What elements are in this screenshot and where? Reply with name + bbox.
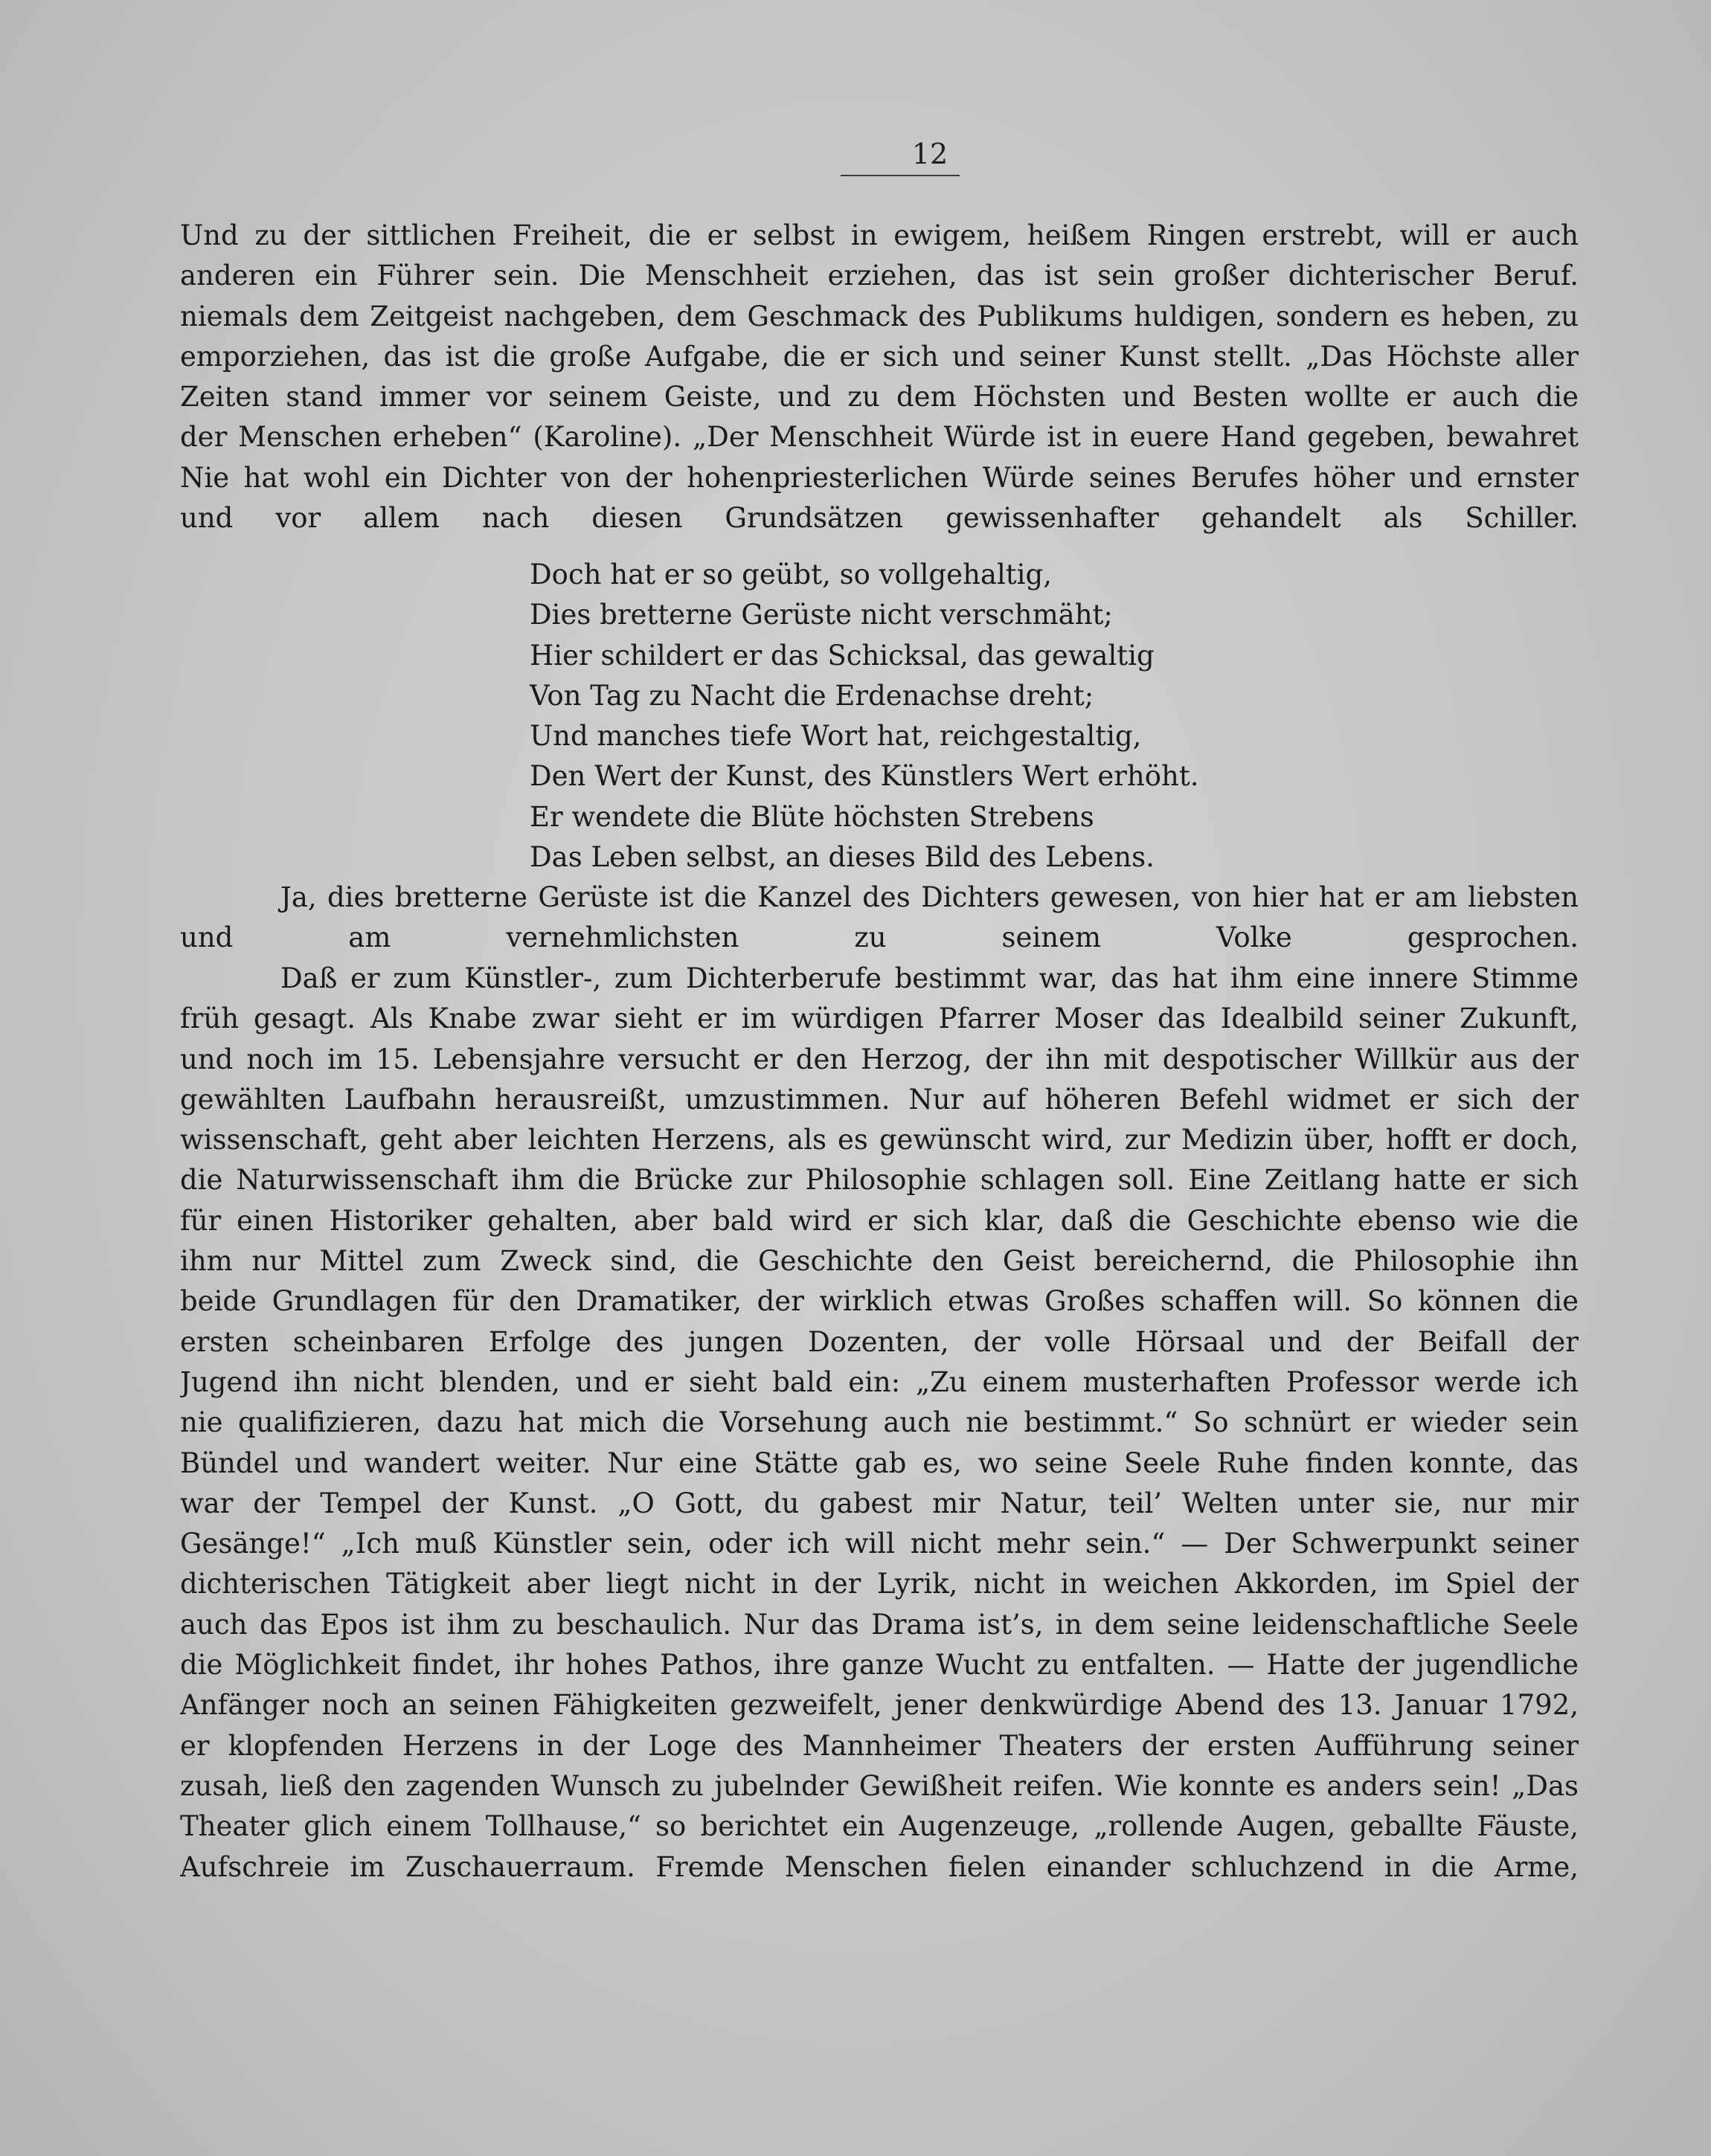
text-line: der Menschen erheben“ (Karoline). „Der Menschheit Würde ist in euere Hand gegeben, bewahret bbox=[180, 421, 1579, 454]
text-line: die Möglichkeit findet, ihr hohes Pathos, ihre ganze Wucht zu entfalten. — Hatte der jugendliche bbox=[180, 1649, 1579, 1682]
text-line: Und zu der sittlichen Freiheit, die er selbst in ewigem, heißem Ringen erstrebt, will er auch bbox=[180, 219, 1579, 251]
text-line: Aufschreie im Zuschauerraum. Fremde Menschen fielen einander schluchzend in die Arme, bbox=[180, 1850, 1579, 1883]
text-line: anderen ein Führer sein. Die Menschheit erziehen, das ist sein großer dichterischer Beruf. bbox=[180, 260, 1579, 292]
text-line: Daß er zum Künstler-, zum Dichterberufe bestimmt war, das hat ihm eine innere Stimme bbox=[280, 962, 1579, 994]
text-line: auch das Epos ist ihm zu beschaulich. Nur das Drama ist’s, in dem seine leidenschaftliche Seele bbox=[180, 1608, 1579, 1641]
verse-block bbox=[530, 555, 1422, 878]
text-line: für einen Historiker gehalten, aber bald wird er sich klar, daß die Geschichte ebenso wie die bbox=[180, 1204, 1579, 1237]
text-line: die Naturwissenschaft ihm die Brücke zur Philosophie schlagen soll. Eine Zeitlang hatte er sich bbox=[180, 1164, 1579, 1197]
text-line: gewählten Laufbahn herausreißt, umzustimmen. Nur auf höheren Befehl widmet er sich der bbox=[180, 1083, 1579, 1116]
text-line: Zeiten stand immer vor seinem Geiste, und zu dem Höchsten und Besten wollte er auch die bbox=[180, 381, 1579, 413]
text-line: Gesänge!“ „Ich muß Künstler sein, oder ich will nicht mehr sein.“ — Der Schwerpunkt seiner bbox=[180, 1528, 1579, 1560]
text-line: war der Tempel der Kunst. „O Gott, du gabest mir Natur, teil’ Welten unter sie, nur mir bbox=[180, 1487, 1579, 1519]
page-number: 12 bbox=[911, 138, 948, 170]
text-line: niemals dem Zeitgeist nachgeben, dem Geschmack des Publikums huldigen, sondern es heben, zu bbox=[180, 300, 1579, 332]
verse-line: Und manches tiefe Wort hat, reichgestaltig, bbox=[530, 720, 1142, 753]
paragraph-2 bbox=[180, 878, 1579, 959]
text-line: Ja, dies bretterne Gerüste ist die Kanzel des Dichters gewesen, von hier hat er am liebsten bbox=[280, 881, 1579, 913]
verse-line: Das Leben selbst, an dieses Bild des Lebens. bbox=[530, 841, 1155, 874]
paragraph-3 bbox=[180, 959, 1579, 1888]
text-line: Nie hat wohl ein Dichter von der hohenpriesterlichen Würde seines Berufes höher und ernster bbox=[180, 461, 1579, 494]
text-line: wissenschaft, geht aber leichten Herzens, als es gewünscht wird, zur Medizin über, hofft er doch, bbox=[180, 1124, 1579, 1156]
text-line: ihm nur Mittel zum Zweck sind, die Geschichte den Geist bereichernd, die Philosophie ihn bbox=[180, 1245, 1579, 1278]
verse-line: Den Wert der Kunst, des Künstlers Wert erhöht. bbox=[530, 760, 1199, 793]
text-line: früh gesagt. Als Knabe zwar sieht er im würdigen Pfarrer Moser das Idealbild seiner Zukunft, bbox=[180, 1003, 1579, 1035]
text-line: und noch im 15. Lebensjahre versucht er den Herzog, der ihn mit despotischer Willkür aus der bbox=[180, 1043, 1579, 1075]
text-line: zusah, ließ den zagenden Wunsch zu jubelnder Gewißheit reifen. Wie konnte es anders sein! „Das bbox=[180, 1769, 1579, 1802]
header-rule bbox=[841, 175, 960, 176]
verse-line: Doch hat er so geübt, so vollgehaltig, bbox=[530, 559, 1052, 591]
text-line: und vor allem nach diesen Grundsätzen gewissenhafter gehandelt als Schiller. bbox=[180, 502, 1579, 535]
text-line: dichterischen Tätigkeit aber liegt nicht in der Lyrik, nicht in weichen Akkorden, im Spiel der bbox=[180, 1568, 1579, 1600]
verse-line: Von Tag zu Nacht die Erdenachse dreht; bbox=[530, 679, 1094, 712]
text-line: emporziehen, das ist die große Aufgabe, die er sich und seiner Kunst stellt. „Das Höchste aller bbox=[180, 340, 1579, 373]
paragraph-1 bbox=[180, 216, 1579, 538]
text-line: er klopfenden Herzens in der Loge des Mannheimer Theaters der ersten Aufführung seiner bbox=[180, 1729, 1579, 1762]
text-line: und am vernehmlichsten zu seinem Volke gesprochen. bbox=[180, 921, 1579, 954]
text-line: Jugend ihn nicht blenden, und er sieht bald ein: „Zu einem musterhaften Professor werde ich bbox=[180, 1365, 1579, 1398]
text-line: nie qualifizieren, dazu hat mich die Vorsehung auch nie bestimmt.“ So schnürt er wieder sein bbox=[180, 1406, 1579, 1439]
text-line: beide Grundlagen für den Dramatiker, der wirklich etwas Großes schaffen will. So können die bbox=[180, 1285, 1579, 1318]
verse-line: Dies bretterne Gerüste nicht verschmäht; bbox=[530, 599, 1113, 631]
verse-line: Hier schildert er das Schicksal, das gewaltig bbox=[530, 639, 1155, 672]
text-line: Bündel und wandert weiter. Nur eine Stätte gab es, wo seine Seele Ruhe finden konnte, das bbox=[180, 1447, 1579, 1479]
text-line: ersten scheinbaren Erfolge des jungen Dozenten, der volle Hörsaal und der Beifall der bbox=[180, 1325, 1579, 1358]
text-line: Anfänger noch an seinen Fähigkeiten gezweifelt, jener denkwürdige Abend des 13. Januar 1792, bbox=[180, 1689, 1579, 1722]
text-line: Theater glich einem Tollhause,“ so berichtet ein Augenzeuge, „rollende Augen, geballte Fäuste, bbox=[180, 1810, 1579, 1843]
verse-line: Er wendete die Blüte höchsten Strebens bbox=[530, 800, 1094, 833]
